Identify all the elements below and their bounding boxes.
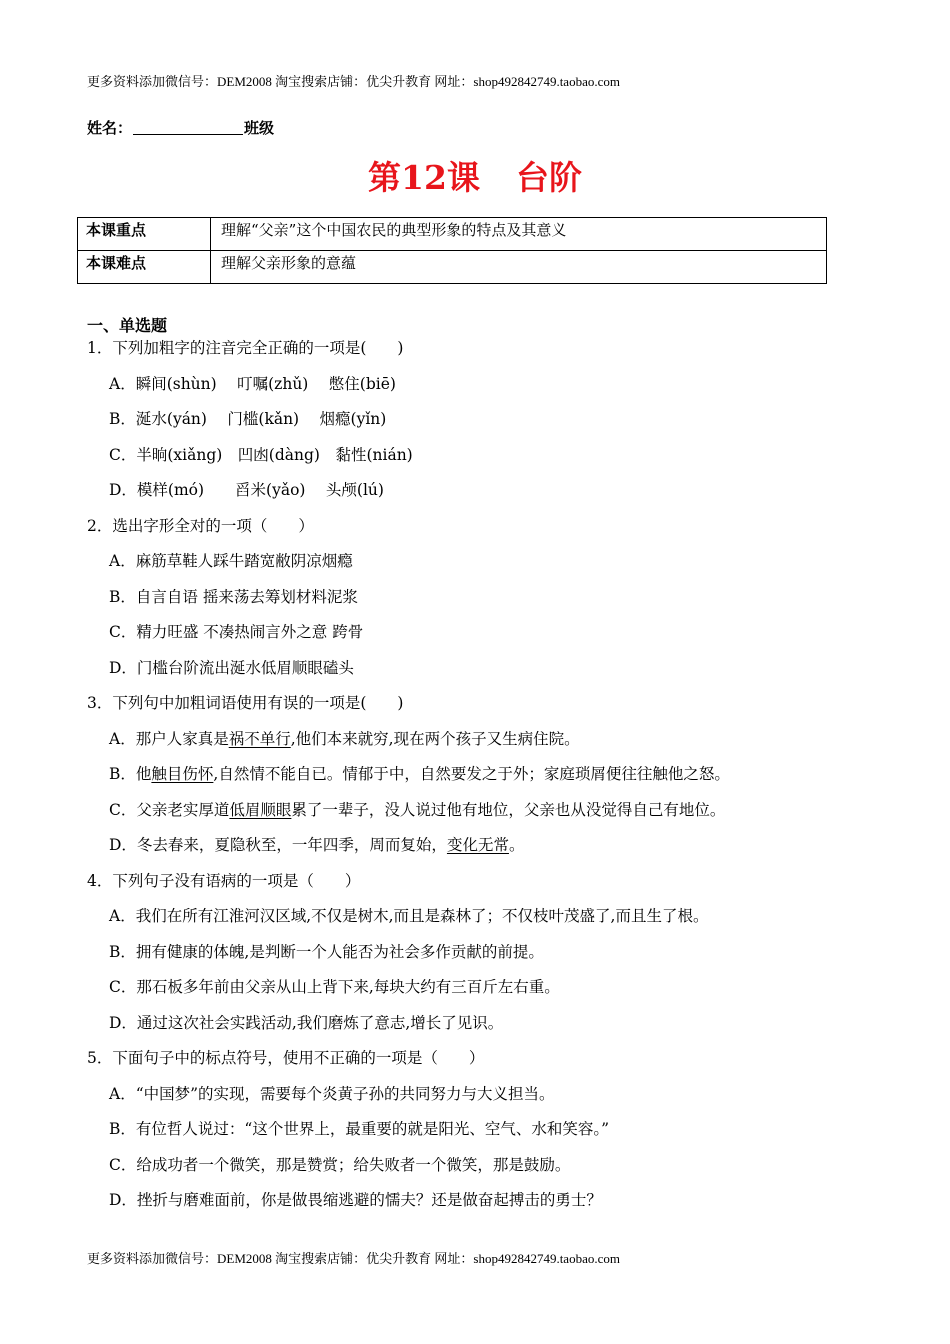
header-note: 更多资料添加微信号：DEM2008 淘宝搜索店铺：优尖升教育 网址：shop492842749.taobao.com [87,74,620,89]
question-5-stem: 5．下面句子中的标点符号，使用不正确的一项是（ ） [87,1049,485,1067]
underlined-word: 祸不单行 [228,729,291,748]
question-2-option-b: B．自言自语 摇来荡去筹划材料泥浆 [109,587,358,606]
option-text: D．冬去春来，夏隐秋至，一年四季，周而复始， [109,836,447,854]
table-row [78,251,827,284]
underlined-word: 触目伤怀 [151,765,214,783]
question-4-stem: 4．下列句子没有语病的一项是（ ） [87,871,361,890]
key-points-table [77,217,827,284]
footer-note: 更多资料添加微信号：DEM2008 淘宝搜索店铺：优尖升教育 网址：shop492842749.taobao.com [87,1251,620,1266]
option-text: C．父亲老实厚道 [109,800,230,819]
underlined-word: 低眉顺眼 [229,800,292,819]
question-3-stem: 3．下列句中加粗词语使用有误的一项是( ) [87,694,404,712]
question-2-option-a: A．麻筋草鞋人踩牛踏宽敝阴凉烟瘾 [109,552,353,570]
question-3-option-a [87,727,867,763]
question-4-option-a: A．我们在所有江淮河汉区域,不仅是树木,而且是森林了；不仅枝叶茂盛了,而且生了根。 [109,907,709,925]
option-text: 。 [508,836,525,854]
question-4-option-d: D．通过这次社会实践活动,我们磨炼了意志,增长了见识。 [109,1013,504,1032]
page-title [0,152,950,199]
option-text: B．他 [109,765,152,783]
question-1-option-c: C．半晌(xiǎng) 凹凼(dàng) 黏性(nián) [109,445,413,464]
question-1-stem: 1．下列加粗字的注音完全正确的一项是( ) [87,339,404,357]
question-list [87,336,867,1224]
question-2-option-d: D．门槛台阶流出涎水低眉顺眼磕头 [109,658,354,677]
option-text: ,他们本来就穷,现在两个孩子又生病住院。 [290,729,580,748]
difficulty-label: 本课难点 [78,251,211,284]
option-text: 累了一辈子，没人说过他有地位，父亲也从没觉得自己有地位。 [291,800,726,819]
difficulty-text: 理解父亲形象的意蕴 [211,251,827,284]
question-1-option-d: D．模样(mó) 舀米(yǎo) 头颅(lú) [109,481,384,499]
class-label: 班级 [244,119,275,137]
underlined-word: 变化无常 [446,836,509,854]
section-title: 一、单选题 [87,316,168,335]
lesson-topic: 台阶 [515,158,582,197]
question-5-option-b: B．有位哲人说过：“这个世界上，最重要的就是阳光、空气、水和笑容。” [109,1120,609,1138]
question-2-stem: 2．选出字形全对的一项（ ） [87,516,314,535]
name-class-line [87,117,274,138]
question-5-option-a: A．“中国梦”的实现，需要每个炎黄子孙的共同努力与大义担当。 [109,1084,555,1103]
question-3-option-d [87,833,867,869]
lesson-number: 第12课 [368,158,480,197]
question-4-option-b: B．拥有健康的体魄,是判断一个人能否为社会多作贡献的前提。 [109,942,544,961]
question-1-option-a: A．瞬间(shùn) 叮嘱(zhǔ) 憋住(biē) [109,374,396,393]
question-1-option-b: B．涎水(yán) 门槛(kǎn) 烟瘾(yǐn) [109,410,387,428]
name-label: 姓名： [87,119,133,137]
name-blank [133,120,243,135]
table-row [78,218,827,251]
question-5-option-d: D．挫折与磨难面前，你是做畏缩逃避的懦夫？还是做奋起搏击的勇士？ [109,1191,602,1209]
question-5-option-c: C．给成功者一个微笑，那是赞赏；给失败者一个微笑，那是鼓励。 [109,1155,571,1174]
key-point-text: 理解“父亲”这个中国农民的典型形象的特点及其意义 [211,218,827,251]
option-text: ,自然情不能自已。情郁于中，自然要发之于外；家庭琐屑便往往触他之怒。 [213,765,730,783]
key-point-label: 本课重点 [78,218,211,251]
question-3-option-c [87,798,867,834]
question-3-option-b [87,762,867,798]
question-4-option-c: C．那石板多年前由父亲从山上背下来,每块大约有三百斤左右重。 [109,978,560,996]
option-text: A．那户人家真是 [109,729,229,748]
question-2-option-c: C．精力旺盛 不凑热闹言外之意 跨骨 [109,623,364,641]
